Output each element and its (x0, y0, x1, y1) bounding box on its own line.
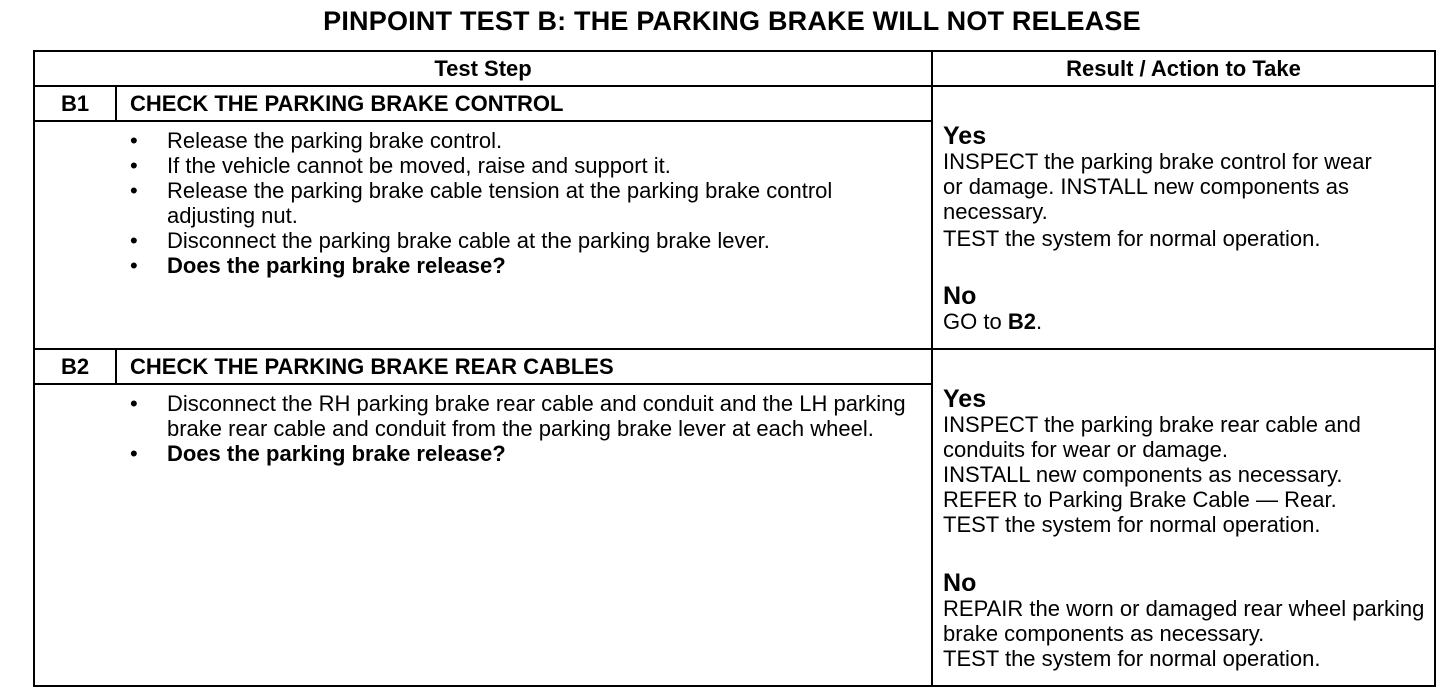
result-line: REFER to Parking Brake Cable — Rear. (943, 487, 1337, 512)
header-result-action: Result / Action to Take (932, 51, 1435, 86)
header-test-step: Test Step (34, 51, 932, 86)
no-label: No (943, 569, 977, 597)
pinpoint-test-table (33, 50, 1436, 687)
step-reference: B2 (1007, 309, 1036, 334)
result-line: INSPECT the parking brake control for wear or damage. INSTALL new components as necessary. (943, 149, 1372, 224)
result-line: REPAIR the worn or damaged rear wheel parking brake components as necessary. (943, 596, 1425, 646)
step-b2-instructions (34, 384, 932, 686)
list-item: • Disconnect the RH parking brake rear cable and conduit and the LH parking brake rear cable and conduit from the parking brake lever at each wheel. (35, 391, 931, 441)
result-line: TEST the system for normal operation. (943, 512, 1321, 537)
step-b1-instructions (34, 121, 932, 349)
result-line: TEST the system for normal operation. (943, 226, 1321, 251)
list-item: • Release the parking brake cable tension at the parking brake control adjusting nut. (35, 178, 931, 228)
list-item: • Release the parking brake control. (35, 128, 931, 153)
result-line: INSTALL new components as necessary. (943, 462, 1343, 487)
question-item: • Does the parking brake release? (35, 253, 931, 278)
yes-label: Yes (943, 385, 987, 413)
list-item: • If the vehicle cannot be moved, raise and support it. (35, 153, 931, 178)
result-line: INSPECT the parking brake rear cable and conduits for wear or damage. (943, 412, 1361, 462)
page-title: PINPOINT TEST B: THE PARKING BRAKE WILL NOT RELEASE (323, 6, 1141, 36)
step-b2-heading-row (34, 349, 1435, 384)
result-line: TEST the system for normal operation. (943, 646, 1321, 671)
step-b2-result (932, 349, 1435, 686)
no-label: No (943, 282, 977, 310)
step-id: B2 (34, 349, 116, 384)
step-id: B1 (34, 86, 116, 121)
step-heading: CHECK THE PARKING BRAKE REAR CABLES (116, 349, 932, 384)
result-line: GO to B2. (943, 309, 1043, 334)
question-item: • Does the parking brake release? (35, 441, 931, 466)
yes-label: Yes (943, 122, 987, 150)
list-item: • Disconnect the parking brake cable at the parking brake lever. (35, 228, 931, 253)
step-b1-heading-row (34, 86, 1435, 121)
step-b1-result (932, 86, 1435, 349)
table-header-row (34, 51, 1435, 86)
step-heading: CHECK THE PARKING BRAKE CONTROL (116, 86, 932, 121)
